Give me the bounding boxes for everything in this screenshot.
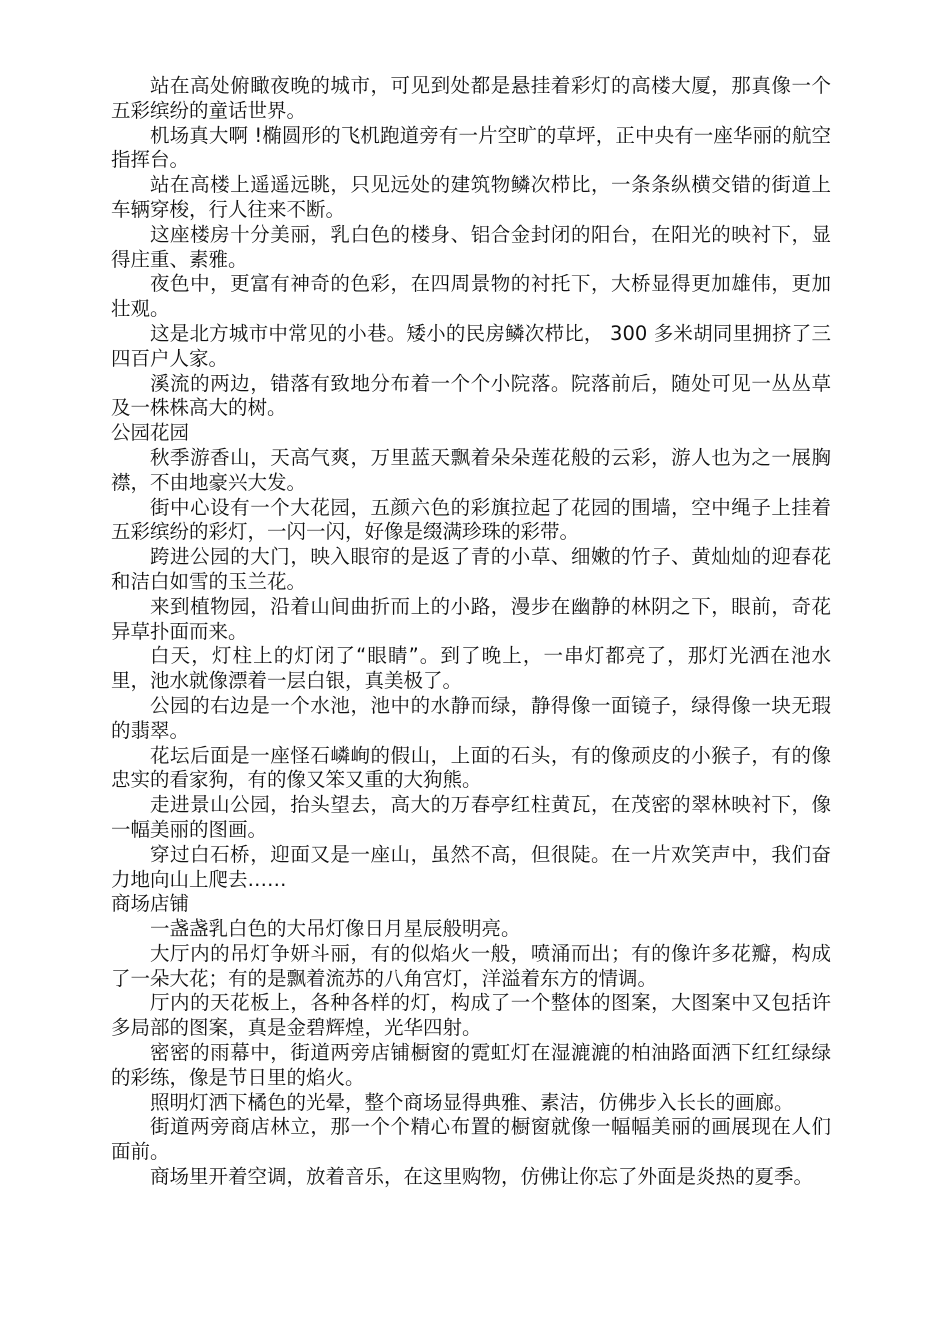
paragraph: 走进景山公园，抬头望去，高大的万春亭红柱黄瓦，在茂密的翠林映衬下，像一幅美丽的图画。 [111,793,831,841]
paragraph: 站在高处俯瞰夜晚的城市，可见到处都是悬挂着彩灯的高楼大厦，那真像一个五彩缤纷的童话世界。 [111,74,831,122]
section-heading: 商场店铺 [111,892,190,916]
paragraph: 公园的右边是一个水池，池中的水静而绿，静得像一面镜子，绿得像一块无瑕的翡翠。 [111,693,831,742]
section-heading: 公园花园 [111,421,190,445]
paragraph: 花坛后面是一座怪石嶙峋的假山，上面的石头，有的像顽皮的小猴子，有的像忠实的看家狗，有的像又笨又重的大狗熊。 [111,743,831,792]
paragraph: 街道两旁商店林立，那一个个精心布置的橱窗就像一幅幅美丽的画展现在人们面前。 [111,1115,831,1164]
paragraph: 大厅内的吊灯争妍斗丽，有的似焰火一般，喷涌而出；有的像许多花瓣，构成了一朵大花；有的是飘着流苏的八角宫灯，洋溢着东方的情调。 [111,941,831,990]
paragraph: 厅内的天花板上，各种各样的灯，构成了一个整体的图案，大图案中又包括许多局部的图案，真是金碧辉煌，光华四射。 [111,991,831,1040]
paragraph: 商场里开着空调，放着音乐，在这里购物，仿佛让你忘了外面是炎热的夏季。 [150,1165,814,1189]
paragraph: 白天，灯柱上的灯闭了“眼睛”。到了晚上，一串灯都亮了，那灯光洒在池水里，池水就像漂着一层白银，真美极了。 [111,644,831,693]
paragraph: 这座楼房十分美丽，乳白色的楼身、铝合金封闭的阳台，在阳光的映衬下，显得庄重、素雅。 [111,222,831,271]
paragraph: 夜色中，更富有神奇的色彩，在四周景物的衬托下，大桥显得更加雄伟，更加壮观。 [111,272,831,321]
section-parks-gardens [111,421,831,892]
paragraph: 来到植物园，沿着山间曲折而上的小路，漫步在幽静的林阴之下，眼前，奇花异草扑面而来。 [111,594,831,643]
section-city-scenery [111,74,831,421]
document-page [111,74,831,1190]
paragraph: 溪流的两边，错落有致地分布着一个个小院落。院落前后，随处可见一丛丛草及一株株高大的树。 [111,371,831,420]
section-shops [111,892,831,1190]
paragraph: 这是北方城市中常见的小巷。矮小的民房鳞次栉比， 300 多米胡同里拥挤了三四百户人家。 [111,321,831,370]
paragraph: 机场真大啊 !椭圆形的飞机跑道旁有一片空旷的草坪，正中央有一座华丽的航空指挥台。 [111,123,831,172]
paragraph: 密密的雨幕中，街道两旁店铺橱窗的霓虹灯在湿漉漉的柏油路面洒下红红绿绿的彩练，像是节日里的焰火。 [111,1041,831,1089]
paragraph: 站在高楼上遥遥远眺，只见远处的建筑物鳞次栉比，一条条纵横交错的街道上车辆穿梭，行人往来不断。 [111,173,831,221]
paragraph: 穿过白石桥，迎面又是一座山，虽然不高，但很陡。在一片欢笑声中，我们奋力地向山上爬去…… [111,842,831,891]
paragraph: 照明灯洒下橘色的光晕，整个商场显得典雅、素洁，仿佛步入长长的画廊。 [150,1090,794,1114]
paragraph: 秋季游香山，天高气爽，万里蓝天飘着朵朵莲花般的云彩，游人也为之一展胸襟，不由地豪兴大发。 [111,445,831,494]
paragraph: 一盏盏乳白色的大吊灯像日月星辰般明亮。 [150,917,521,941]
paragraph: 街中心设有一个大花园，五颜六色的彩旗拉起了花园的围墙，空中绳子上挂着五彩缤纷的彩灯，一闪一闪，好像是缀满珍珠的彩带。 [111,495,831,544]
paragraph: 跨进公园的大门，映入眼帘的是返了青的小草、细嫩的竹子、黄灿灿的迎春花和洁白如雪的玉兰花。 [111,545,831,593]
